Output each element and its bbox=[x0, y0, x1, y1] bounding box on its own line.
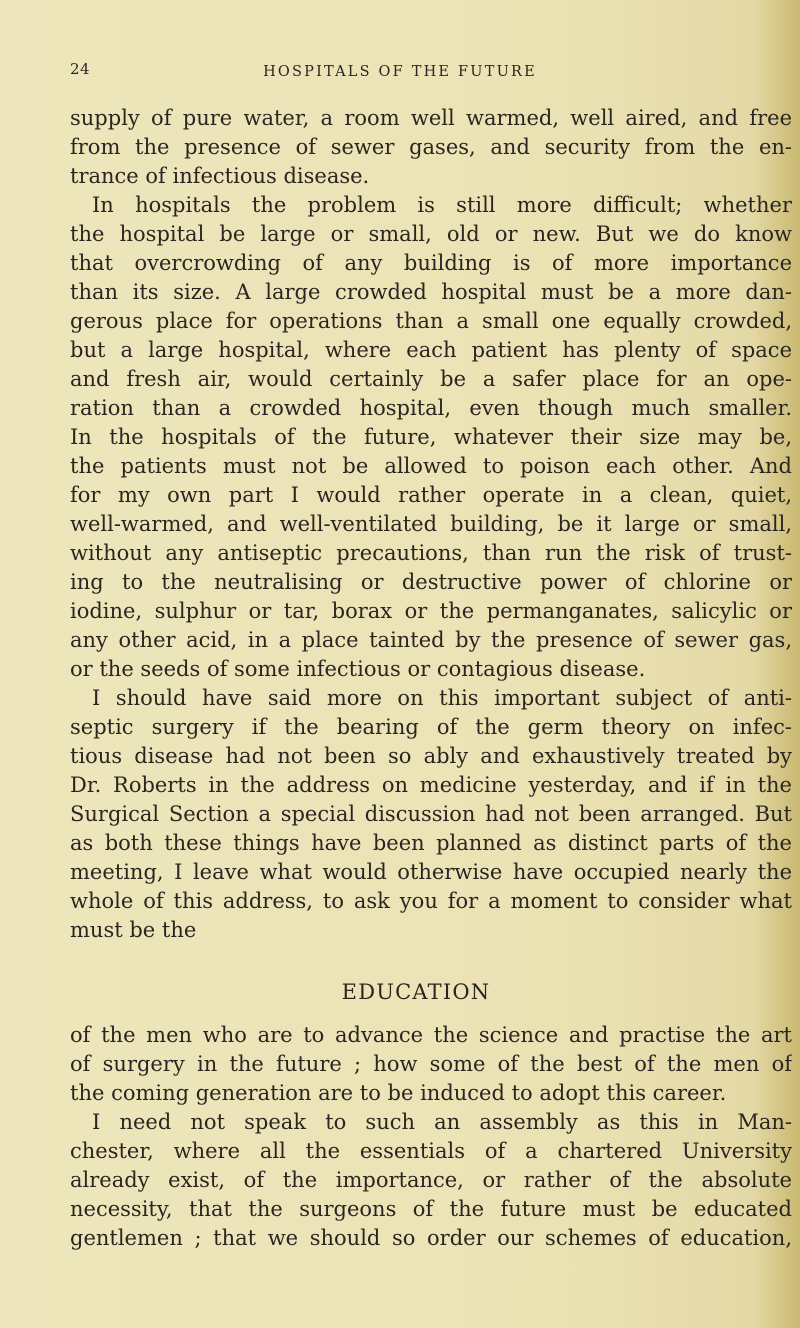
text-line: I should have said more on this important subject of anti- bbox=[92, 686, 792, 710]
text-line: of the men who are to advance the science and practise the art bbox=[70, 1023, 792, 1047]
text-line: ing to the neutralising or destructive power of chlorine or bbox=[70, 570, 792, 594]
text-line: ration than a crowded hospital, even though much smaller. bbox=[70, 396, 792, 420]
text-line: trance of infectious disease. bbox=[70, 164, 370, 188]
text-line: Dr. Roberts in the address on medicine yesterday, and if in the bbox=[70, 773, 792, 797]
text-line: for my own part I would rather operate in a clean, quiet, bbox=[70, 483, 792, 507]
body-text-part-1 bbox=[70, 104, 792, 945]
text-block bbox=[70, 104, 792, 1253]
text-line: meeting, I leave what would otherwise have occupied nearly the bbox=[70, 860, 792, 884]
text-line: the coming generation are to be induced to adopt this career. bbox=[70, 1081, 727, 1105]
text-line: chester, where all the essentials of a chartered University bbox=[70, 1139, 792, 1163]
text-line: the patients must not be allowed to poison each other. And bbox=[70, 454, 792, 478]
section-heading: EDUCATION bbox=[341, 980, 491, 1004]
running-head: HOSPITALS OF THE FUTURE bbox=[263, 64, 537, 80]
text-line: supply of pure water, a room well warmed, well aired, and free bbox=[70, 106, 792, 130]
text-line: must be the bbox=[70, 918, 197, 942]
text-line: Surgical Section a special discussion had not been arranged. But bbox=[70, 802, 792, 826]
text-line: without any antiseptic precautions, than run the risk of trust- bbox=[70, 541, 792, 565]
text-line: as both these things have been planned as distinct parts of the bbox=[70, 831, 792, 855]
page-number: 24 bbox=[70, 60, 91, 78]
text-line: tious disease had not been so ably and exhaustively treated by bbox=[70, 744, 792, 768]
text-line: that overcrowding of any building is of more importance bbox=[70, 251, 792, 275]
text-line: of surgery in the future ; how some of the best of the men of bbox=[70, 1052, 792, 1076]
text-line: already exist, of the importance, or rather of the absolute bbox=[70, 1168, 792, 1192]
text-line: I need not speak to such an assembly as this in Man- bbox=[92, 1110, 792, 1134]
text-line: necessity, that the surgeons of the future must be educated bbox=[70, 1197, 792, 1221]
text-line: iodine, sulphur or tar, borax or the permanganates, salicylic or bbox=[70, 599, 792, 623]
text-line: from the presence of sewer gases, and security from the en- bbox=[70, 135, 792, 159]
text-line: gerous place for operations than a small one equally crowded, bbox=[70, 309, 792, 333]
text-line: the hospital be large or small, old or new. But we do know bbox=[70, 222, 792, 246]
text-line: whole of this address, to ask you for a moment to consider what bbox=[70, 889, 792, 913]
text-line: well-warmed, and well-ventilated building, be it large or small, bbox=[70, 512, 792, 536]
body-text-part-2 bbox=[70, 1021, 792, 1253]
text-line: septic surgery if the bearing of the germ theory on infec- bbox=[70, 715, 792, 739]
text-line: and fresh air, would certainly be a safer place for an ope- bbox=[70, 367, 792, 391]
text-line: In the hospitals of the future, whatever their size may be, bbox=[70, 425, 792, 449]
text-line: but a large hospital, where each patient has plenty of space bbox=[70, 338, 792, 362]
text-line: or the seeds of some infectious or contagious disease. bbox=[70, 657, 646, 681]
text-line: gentlemen ; that we should so order our schemes of education, bbox=[70, 1226, 792, 1250]
text-line: than its size. A large crowded hospital must be a more dan- bbox=[70, 280, 792, 304]
text-line: any other acid, in a place tainted by the presence of sewer gas, bbox=[70, 628, 792, 652]
text-line: In hospitals the problem is still more difficult; whether bbox=[92, 193, 792, 217]
